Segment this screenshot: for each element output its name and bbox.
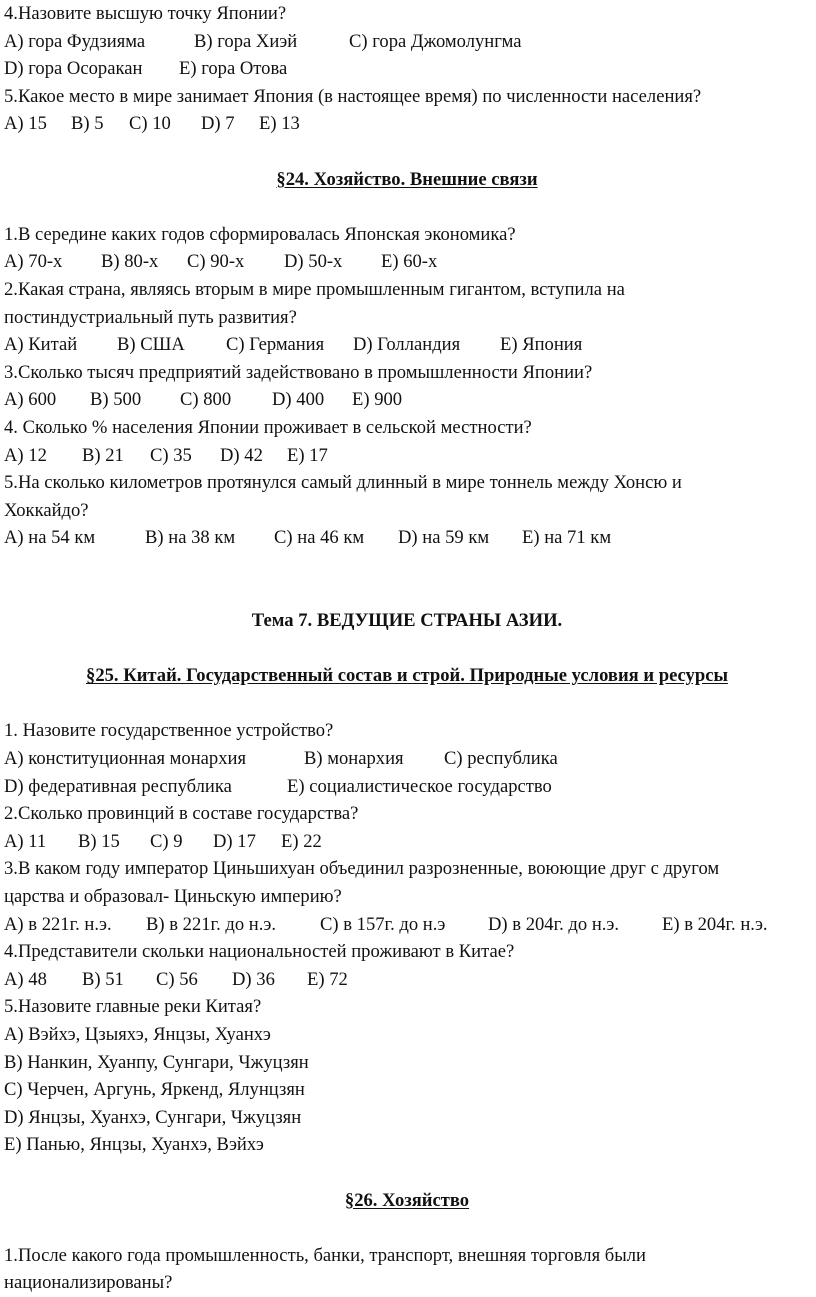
- answer-option: C) 9: [150, 830, 183, 852]
- answer-option: C) на 46 км: [274, 527, 365, 549]
- answer-options: [4, 773, 810, 801]
- section-title: §25. Китай. Государственный состав и строй. Природные условия и ресурсы: [86, 665, 728, 687]
- answer-option: E) 72: [307, 968, 348, 990]
- answer-option: E) в 204г. н.э.: [662, 913, 768, 935]
- answer-option: A) 11: [4, 830, 47, 852]
- answer-option: C) 56: [156, 968, 198, 990]
- answer-option: A) конституционная монархия: [4, 748, 247, 770]
- answer-option: E) 900: [352, 389, 403, 411]
- answer-options: [4, 966, 810, 994]
- question-text: Хоккайдо?: [4, 499, 89, 521]
- answer-option: B) 500: [90, 389, 142, 411]
- answer-option: C) гора Джомолунгма: [349, 30, 522, 52]
- answer-option: B) 51: [82, 968, 124, 990]
- answer-option: B) на 38 км: [145, 527, 236, 549]
- answer-option: B) 15: [78, 830, 120, 852]
- question-text: 1.В середине каких годов сформировалась Японская экономика?: [4, 223, 516, 245]
- question-text: 2.Какая страна, являясь вторым в мире промышленным гигантом, вступила на: [4, 278, 625, 300]
- answer-option: E) Панью, Янцзы, Хуанхэ, Вэйхэ: [4, 1134, 264, 1156]
- answer-options: [4, 28, 810, 56]
- answer-option: D) 36: [232, 968, 275, 990]
- answer-option: B) 5: [71, 113, 104, 135]
- answer-options: [4, 524, 810, 552]
- answer-option: C) 90-х: [187, 251, 245, 273]
- answer-option: C) 35: [150, 444, 192, 466]
- answer-option: E) 60-х: [381, 251, 438, 273]
- question-text: 5.Назовите главные реки Китая?: [4, 996, 262, 1018]
- answer-option: A) гора Фудзияма: [4, 30, 146, 52]
- topic-heading: Тема 7. ВЕДУЩИЕ СТРАНЫ АЗИИ.: [251, 610, 563, 632]
- answer-option: D) Янцзы, Хуанхэ, Сунгари, Чжуцзян: [4, 1106, 302, 1128]
- answer-option: B) 21: [82, 444, 124, 466]
- question-text: 1.После какого года промышленность, банки, транспорт, внешняя торговля были: [4, 1244, 646, 1266]
- answer-option: E) Япония: [500, 334, 583, 356]
- answer-options: [4, 331, 810, 359]
- answer-option: D) на 59 км: [398, 527, 490, 549]
- answer-option: D) 7: [201, 113, 235, 135]
- answer-option: C) в 157г. до н.э: [320, 913, 446, 935]
- answer-options: [4, 248, 810, 276]
- answer-option: A) 600: [4, 389, 57, 411]
- answer-options: [4, 745, 810, 773]
- answer-option: C) 800: [180, 389, 232, 411]
- answer-option: A) Вэйхэ, Цзыяхэ, Янцзы, Хуанхэ: [4, 1023, 271, 1045]
- answer-option: A) Китай: [4, 334, 78, 356]
- answer-option: A) 12: [4, 444, 47, 466]
- section-title: §26. Хозяйство: [344, 1189, 470, 1211]
- answer-option: E) 22: [281, 830, 322, 852]
- answer-option: E) 13: [259, 113, 300, 135]
- answer-option: B) 80-х: [101, 251, 159, 273]
- question-text: постиндустриальный путь развития?: [4, 306, 297, 328]
- answer-option: E) 17: [287, 444, 328, 466]
- answer-option: D) федеративная республика: [4, 775, 232, 797]
- answer-options: [4, 386, 810, 414]
- answer-option: A) 70-х: [4, 251, 63, 273]
- answer-options: [4, 911, 810, 939]
- answer-option: C) республика: [444, 748, 558, 770]
- section-heading: [4, 166, 810, 194]
- question-text: царства и образовал- Циньскую империю?: [4, 886, 342, 907]
- answer-option: B) монархия: [304, 748, 404, 770]
- answer-option: D) 50-х: [284, 251, 343, 273]
- answer-option: D) 17: [213, 830, 256, 852]
- question-text: 2.Сколько провинций в составе государства?: [4, 803, 359, 825]
- answer-option: B) гора Хиэй: [194, 30, 298, 52]
- question-text: 4.Представители скольки национальностей проживают в Китае?: [4, 941, 515, 963]
- question-text: 3.Сколько тысяч предприятий задействовано в промышленности Японии?: [4, 361, 593, 383]
- answer-option: C) Германия: [226, 334, 325, 356]
- question-text: 5.На сколько километров протянулся самый длинный в мире тоннель между Хонсю и: [4, 472, 682, 494]
- answer-options: [4, 828, 810, 856]
- answer-option: B) в 221г. до н.э.: [146, 913, 277, 935]
- section-title: §24. Хозяйство. Внешние связи: [276, 168, 538, 190]
- answer-option: B) США: [117, 334, 185, 356]
- answer-option: C) 10: [129, 113, 171, 135]
- question-text: 5.Какое место в мире занимает Япония (в настоящее время) по численности населения?: [4, 85, 702, 107]
- answer-options: [4, 55, 810, 83]
- answer-options: [4, 110, 810, 138]
- answer-options: [4, 442, 810, 470]
- answer-option: B) Нанкин, Хуанпу, Сунгари, Чжуцзян: [4, 1051, 309, 1073]
- answer-option: A) 48: [4, 968, 47, 990]
- answer-option: E) социалистическое государство: [287, 775, 552, 797]
- answer-option: D) в 204г. до н.э.: [488, 913, 620, 935]
- answer-option: C) Черчен, Аргунь, Яркенд, Ялунцзян: [4, 1079, 305, 1101]
- answer-option: D) 42: [220, 444, 263, 466]
- section-heading: [4, 662, 810, 690]
- answer-option: A) на 54 км: [4, 527, 96, 549]
- question-text: 1. Назовите государственное устройство?: [4, 720, 334, 742]
- section-heading: [4, 1187, 810, 1215]
- answer-option: E) на 71 км: [522, 527, 612, 549]
- question-text: 3.В каком году император Циньшихуан объединил разрозненные, воюющие друг с другом: [4, 858, 720, 880]
- answer-option: E) гора Отова: [179, 58, 288, 80]
- answer-option: D) Голландия: [353, 334, 461, 356]
- question-text: 4.Назовите высшую точку Японии?: [4, 3, 287, 24]
- answer-option: D) 400: [272, 389, 325, 411]
- answer-option: D) гора Осоракан: [4, 58, 143, 80]
- answer-option: A) 15: [4, 113, 47, 135]
- question-text: национализированы?: [4, 1272, 173, 1294]
- question-text: 4. Сколько % населения Японии проживает в сельской местности?: [4, 416, 532, 438]
- answer-option: A) в 221г. н.э.: [4, 913, 112, 935]
